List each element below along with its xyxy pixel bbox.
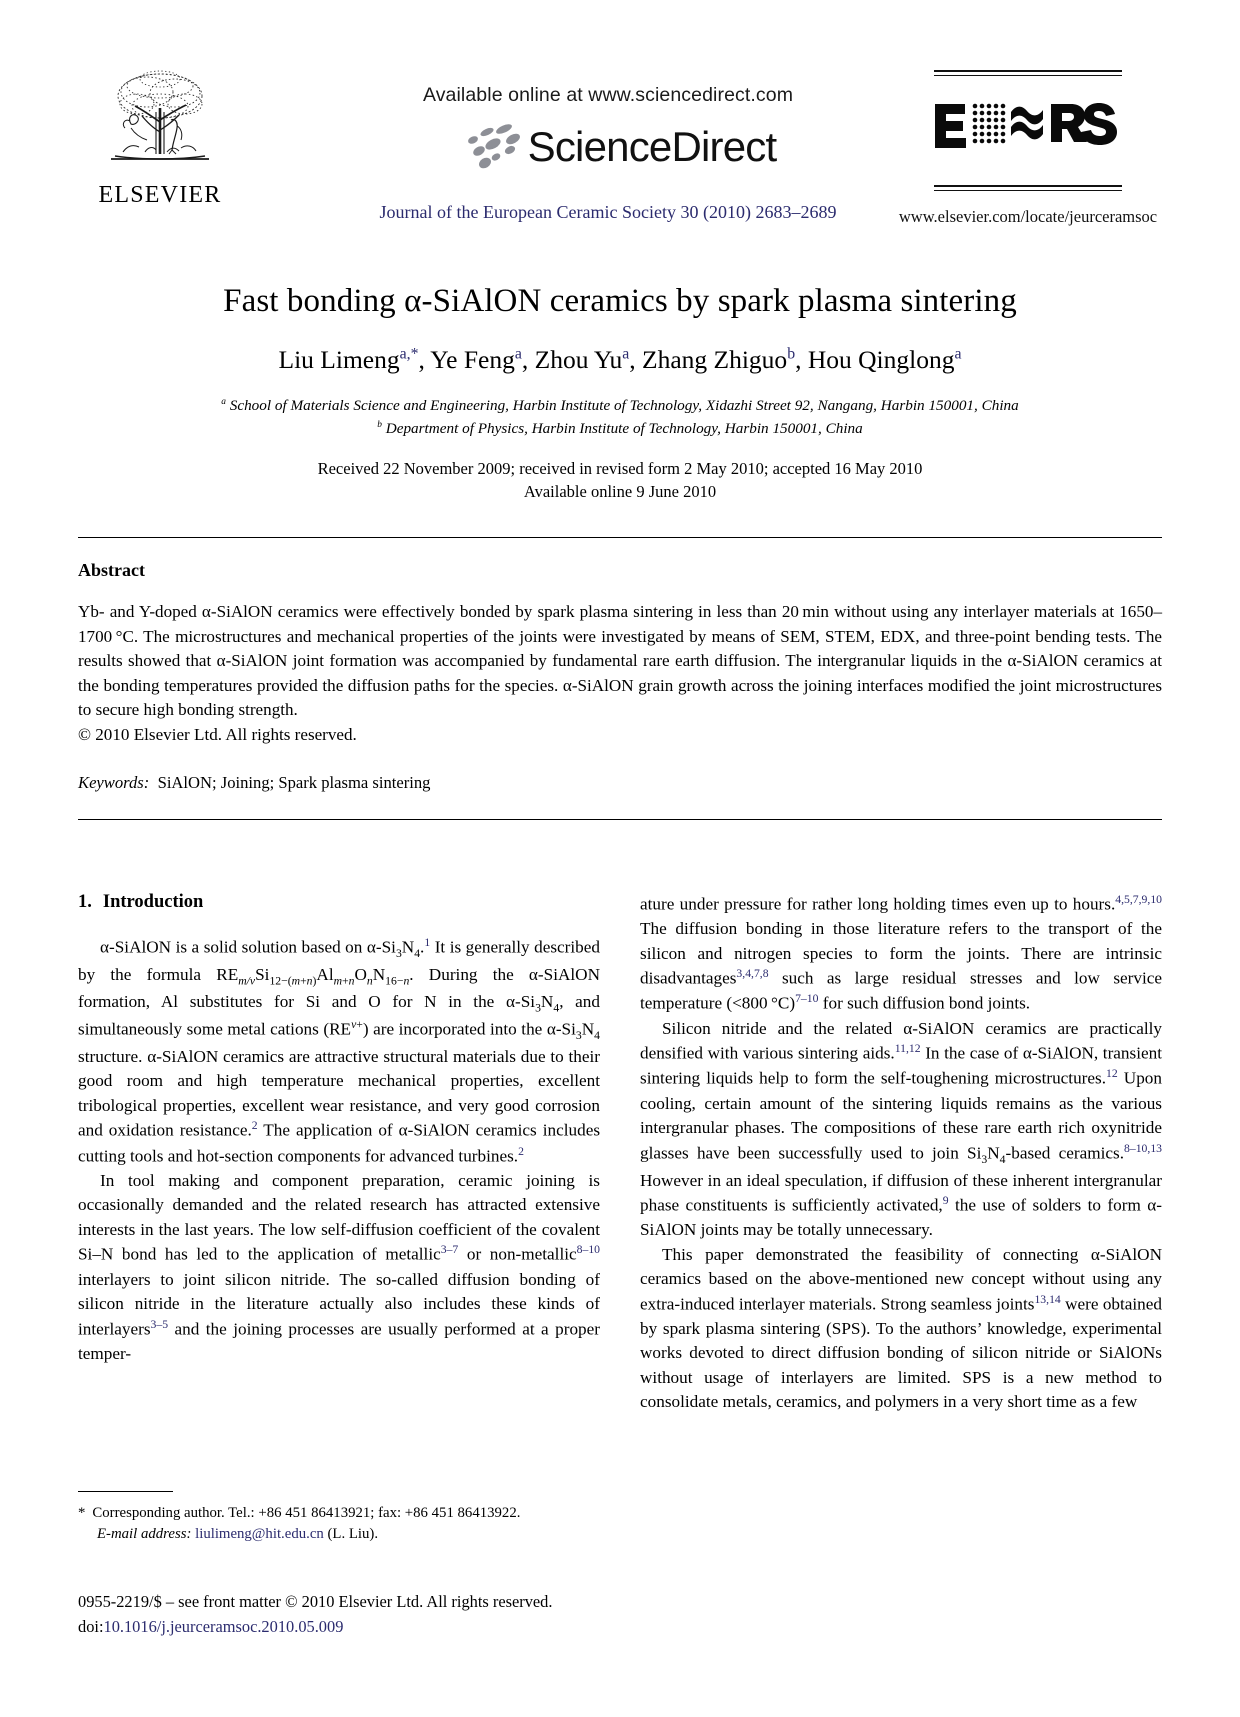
elsevier-wordmark: ELSEVIER [98,182,222,208]
ecers-logo-icon [933,98,1123,160]
page-footer [78,1590,552,1639]
divider-top [934,70,1122,76]
doi-value[interactable]: 10.1016/j.jeurceramsoc.2010.05.009 [103,1616,344,1636]
abstract-body [78,600,1162,747]
body-columns [78,892,1162,1546]
doi-line [78,1615,552,1639]
email-link[interactable]: liulimeng@hit.edu.cn [195,1526,324,1543]
paragraph: In tool making and component preparation, ceramic joining is occasionally demanded and the related research has attracted extensive interests in the last years. The low self-diffusion coefficient of the covalent Si–N bond has led to the application of metallic$^{3-7}$ or non-metallic$^{8-10}$ interlayers to joint silicon nitride. The so-called diffusion bonding of silicon nitride in the literature actually also includes these kinds of interlayers$^{3-5}$ and the joining processes are usually performed at a proper temper- [78,1170,600,1363]
paragraph: This paper demonstrated the feasibility of connecting α-SiAlON ceramics based on the above-mentioned new concept without using any extra-induced interlayer materials. Strong seamless joints$^{13,14}$ were obtained by spark plasma sintering (SPS). To the authors’ knowledge, experimental works devoted to direct diffusion bonding of silicon nitride or SiAlONs without usage of interlayers are limited. SPS is a new method to consolidate metals, ceramics, and polymers in a very short time as a few [640,1244,1162,1412]
author-mark: a [954,345,962,363]
author-entry: Zhang Zhiguo$^b$ [642,344,796,374]
affiliations [78,395,1162,439]
masthead [78,62,1162,240]
affiliation-b: $^b$ Department of Physics, Harbin Institute of Technology, Harbin 150001, China [377,419,863,437]
author-mark: a [514,345,522,363]
right-column-text [640,892,1162,1415]
article-history [78,457,1162,504]
section-number: 1. [78,892,92,912]
author-mark: b [787,345,796,363]
society-url[interactable]: www.elsevier.com/locate/jeurceramsoc [898,207,1158,226]
abstract-heading: Abstract [78,560,145,581]
sciencedirect-dots-icon [440,120,526,174]
abstract-text: Yb- and Y-doped α-SiAlON ceramics were effectively bonded by spark plasma sintering in less than 20 min without using any interlayer materials at 1650–1700 °C. The microstructures and mechanical properties of the joints were investigated by means of SEM, STEM, EDX, and three-point bending tests. The results showed that α-SiAlON joint formation was accompanied by fundamental rare earth diffusion. The intergranular liquids in the α-SiAlON ceramics at the bonding temperatures provided the diffusion paths for the species. α-SiAlON grain growth across the joining interfaces modified the joint microstructures to secure high bonding strength. [78,602,1162,720]
sciencedirect-block [348,84,868,223]
keywords-label: Keywords: [78,773,150,792]
sciencedirect-wordmark: ScienceDirect [527,123,777,170]
footnote-line-2 [78,1524,600,1546]
section-title: Introduction [102,892,204,912]
paragraph: α-SiAlON is a solid solution based on $\alpha-Si_3N_4.^1$ It is generally described by the formula $RE_{m/v}Si_{12-(m+n)}Al_{m+n}O_nN_{16-n}$. During the α-SiAlON formation, Al substitutes for Si and O for N in the $\alpha-Si_3N_4$, and simultaneously some metal cations $(RE^{v+})$ are incorporated into the $\alpha-Si_3N_4$ structure. α-SiAlON ceramics are attractive structural materials due to their good room and high temperature mechanical properties, excellent tribological properties, excellent wear resistance, and very good corrosion and oxidation resistance.$^2$ The application of α-SiAlON ceramics includes cutting tools and hot-section components for advanced turbines.$^2$ [78,936,601,1166]
elsevier-tree-icon [101,62,219,180]
author-entry: Zhou Yu$^a$ [534,344,630,374]
author-entry: Hou Qinglong$^a$ [807,344,962,374]
society-block [894,70,1162,227]
keywords [78,773,1162,793]
page-title: Fast bonding α-SiAlON ceramics by spark plasma sintering [223,283,1017,319]
keywords-value: SiAlON; Joining; Spark plasma sintering [157,773,431,792]
right-column [640,892,1162,1546]
author-mark: a,* [399,345,419,363]
history-available: Available online 9 June 2010 [523,481,717,501]
author-mark: a [622,345,630,363]
elsevier-logo [90,62,230,209]
footnote-divider [78,1491,173,1492]
paragraph: ature under pressure for rather long holding times even up to hours.$^{4,5,7,9,10}$ The diffusion bonding in those literature refers to the transport of the silicon and nitrogen species to form the joints. There are intrinsic disadvantages$^{3,4,7,8}$ such as large residual stresses and low service temperature (<800 °C)$^{7-10}$ for such diffusion bond joints. [640,893,1162,1014]
author-entry: Ye Feng$^a$ [430,344,522,374]
abstract-copyright: © 2010 Elsevier Ltd. All rights reserved. [78,724,357,744]
left-column-text [78,935,600,1366]
journal-reference: Journal of the European Ceramic Society 30 (2010) 2683–2689 [379,202,837,222]
divider-bottom [934,185,1122,191]
abstract-rule-top [78,537,1162,538]
available-online-text: Available online at www.sciencedirect.com [422,84,794,106]
paragraph: Silicon nitride and the related α-SiAlON ceramics are practically densified with various sintering aids.$^{11,12}$ In the case of α-SiAlON, transient sintering liquids help to form the self-toughening microstructures.$^{12}$ Upon cooling, certain amount of the sintering liquids remains as the various intergranular phases. The compositions of these rare earth rich oxynitride glasses have been successfully used to join $Si_3N_4$-based ceramics.$^{8-10,13}$ However in an ideal speculation, if diffusion of these inherent intergranular phase constituents is sufficiently activated,$^9$ the use of solders to form α-SiAlON joints may be totally unnecessary. [640,1018,1162,1240]
email-label: E-mail address: [97,1526,192,1543]
left-column [78,892,600,1546]
footnote-line-1: * Corresponding author. Tel.: +86 451 86413921; fax: +86 451 86413922. [78,1504,521,1521]
author-list: Liu Limeng$^{a,*}$, Ye Feng$^a$, Zhou Yu$^a$, Zhang Zhiguo$^b$, Hou Qinglong$^a$ [278,344,962,374]
footnote-star: * [78,1504,86,1521]
abstract-rule-bottom [78,819,1162,820]
email-suffix: (L. Liu). [327,1526,379,1543]
paper-page [0,62,1240,1717]
section-heading-introduction [78,892,600,913]
author-entry: Liu Limeng$^{a,*}$ [278,344,419,374]
doi-prefix: doi: [78,1616,104,1636]
issn-line: 0955-2219/$ – see front matter © 2010 Elsevier Ltd. All rights reserved. [78,1592,553,1612]
corresponding-author-footnote [78,1491,600,1547]
history-received: Received 22 November 2009; received in revised form 2 May 2010; accepted 16 May 2010 [317,458,923,478]
footnote-text [78,1503,600,1547]
affiliation-a: $^a$ School of Materials Science and Engineering, Harbin Institute of Technology, Xidazhi Street 92, Nangang, Harbin 150001, China [221,397,1019,415]
title-block [78,282,1162,503]
